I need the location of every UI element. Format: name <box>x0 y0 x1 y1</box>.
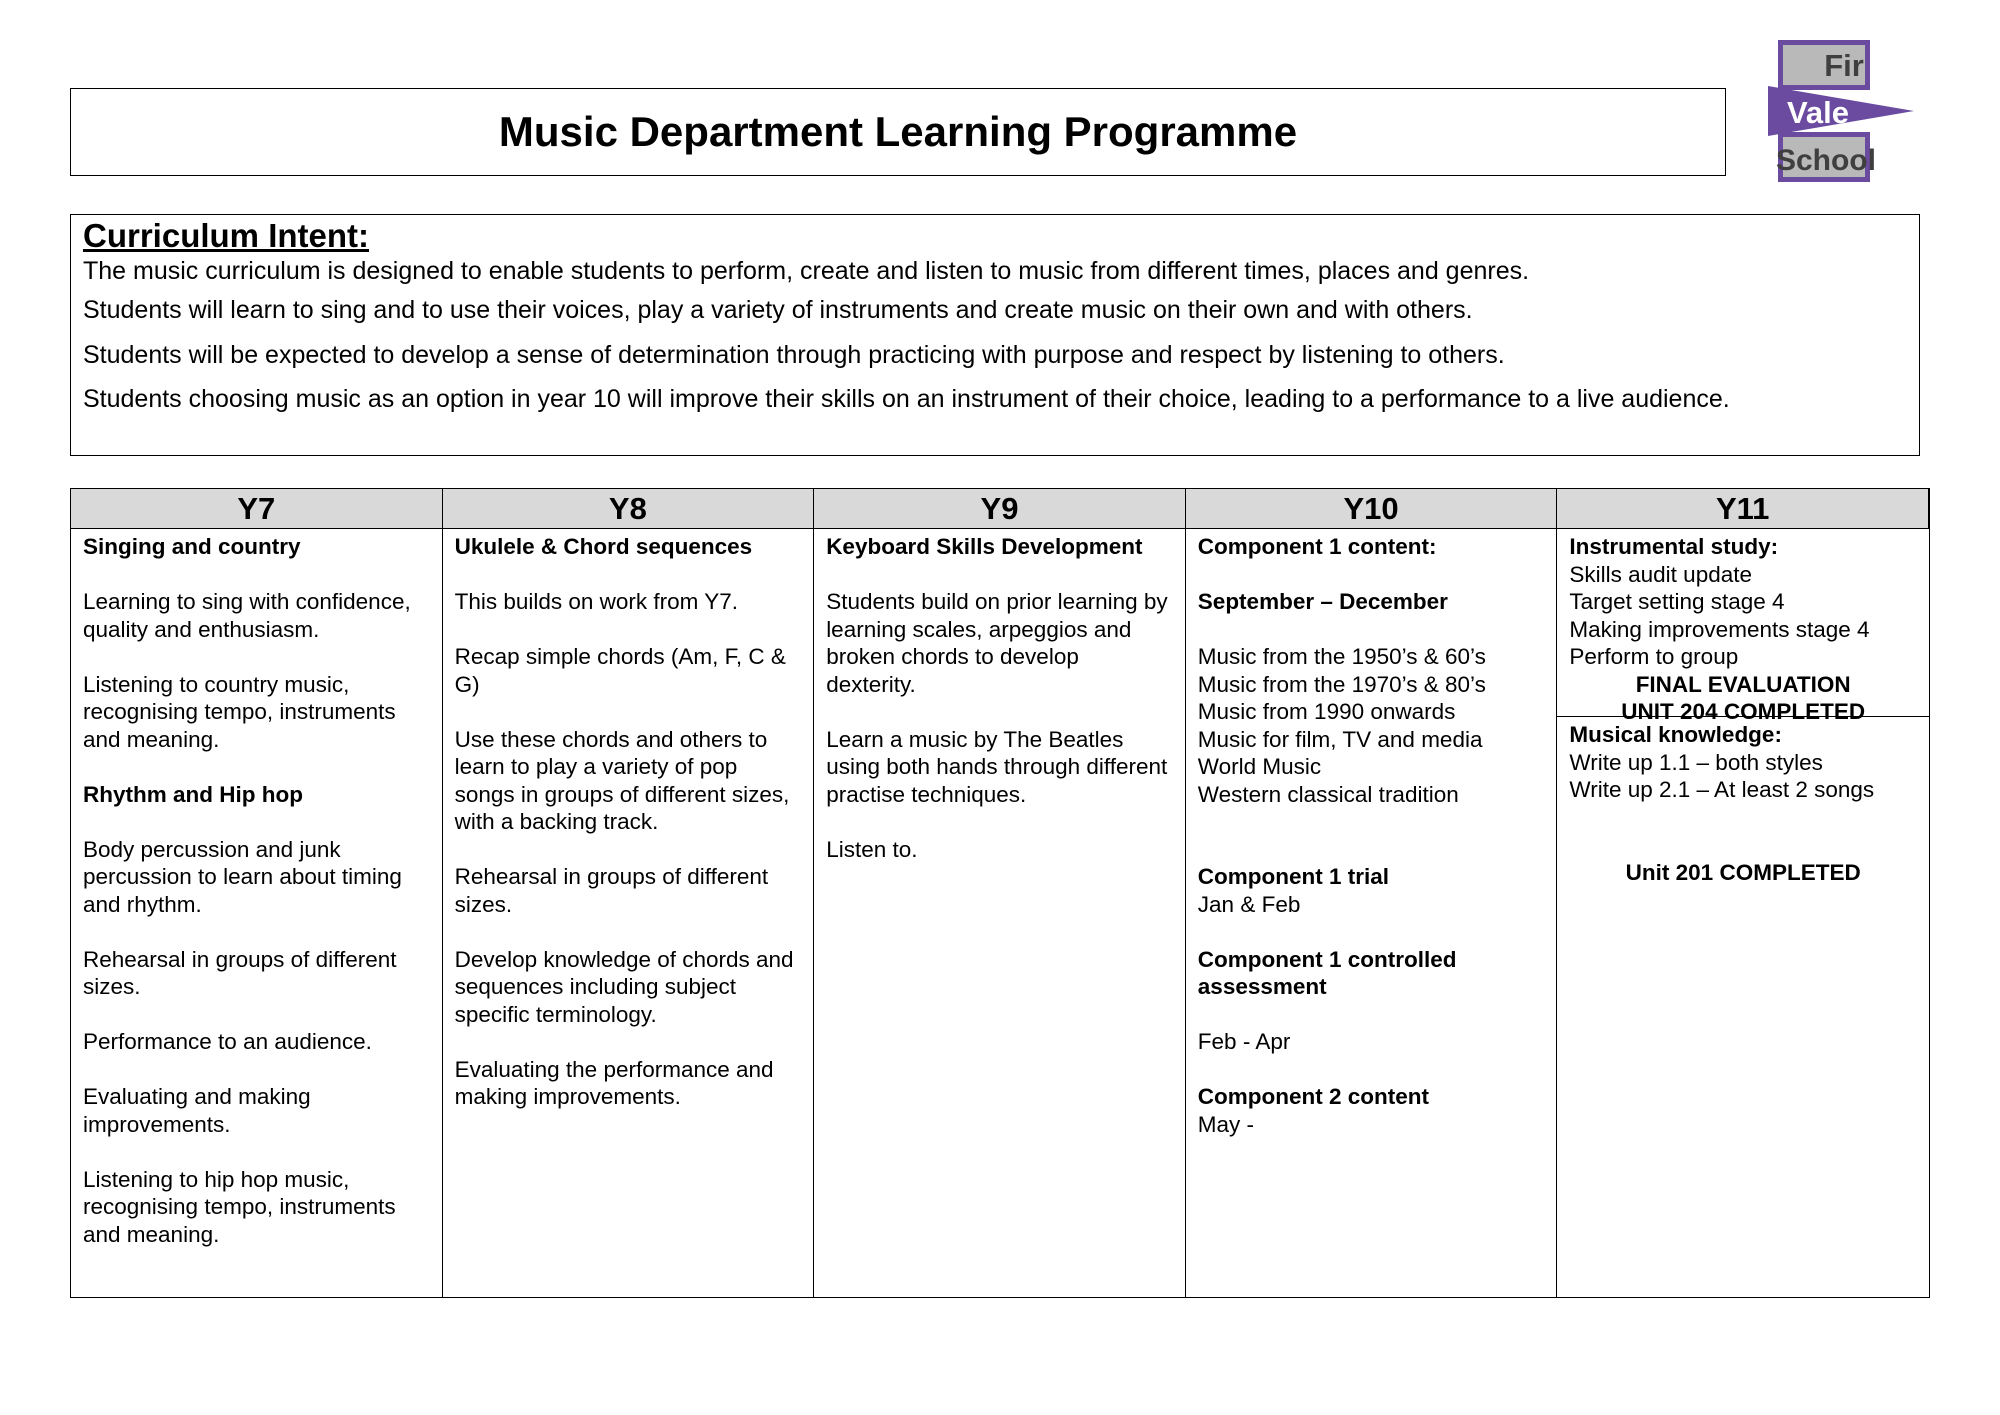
header-y7: Y7 <box>71 489 443 529</box>
y11-musical-knowledge <box>1557 717 1929 886</box>
y8-text: Evaluating the performance and making improvements. <box>454 1056 774 1109</box>
y11-unit201: Unit 201 COMPLETED <box>1625 859 1861 885</box>
y7-text: Listening to country music, recognising tempo, instruments and meaning. <box>83 671 396 752</box>
intent-line: The music curriculum is designed to enable students to perform, create and listen to music from different times, places and genres. <box>83 257 1530 285</box>
column-y8 <box>443 529 815 1297</box>
y11-title-instrumental: Instrumental study: <box>1569 534 1779 559</box>
y11-unit204: UNIT 204 COMPLETED <box>1621 699 1866 724</box>
y11-item: Write up 2.1 – At least 2 songs <box>1569 777 1875 802</box>
y7-title-singing: Singing and country <box>83 534 301 559</box>
y7-text: Evaluating and making improvements. <box>83 1084 311 1137</box>
y10-topic: Music from the 1970’s & 80’s <box>1197 671 1486 697</box>
y10-period: September – December <box>1197 589 1448 614</box>
y10-title: Component 1 content: <box>1197 534 1437 559</box>
logo-text-vale: Vale <box>1786 95 1850 130</box>
y10-topic: World Music <box>1197 754 1322 779</box>
y8-text: Develop knowledge of chords and sequences including subject specific terminology. <box>454 946 794 1027</box>
y10-component2-dates: May - <box>1197 1111 1255 1137</box>
logo-text-fir: Fir <box>1824 48 1864 83</box>
y7-text: Learning to sing with confidence, quality and enthusiasm. <box>83 589 411 642</box>
y10-topic: Music for film, TV and media <box>1197 726 1483 752</box>
y11-spacer <box>1569 804 1917 859</box>
y8-text: This builds on work from Y7. <box>454 589 739 614</box>
y9-title: Keyboard Skills Development <box>826 534 1143 559</box>
intent-line: Students will be expected to develop a sense of determination through practicing with purpose and respect by listening to others. <box>83 340 1505 369</box>
column-y7 <box>71 529 443 1297</box>
y7-text: Body percussion and junk percussion to learn about timing and rhythm. <box>83 836 402 917</box>
y8-text: Use these chords and others to learn to play a variety of pop songs in groups of different sizes, with a backing track. <box>454 726 790 834</box>
header-y9: Y9 <box>814 489 1186 529</box>
intent-line: Students will learn to sing and to use their voices, play a variety of instruments and create music on their own and with others. <box>83 296 1473 324</box>
y11-final-evaluation: FINAL EVALUATION <box>1635 671 1851 697</box>
y10-component2-title: Component 2 content <box>1197 1084 1430 1109</box>
curriculum-intent <box>70 214 1920 456</box>
y10-spacer <box>1198 808 1545 863</box>
fir-vale-school-logo-icon <box>1766 36 1916 186</box>
y11-item: Making improvements stage 4 <box>1569 616 1870 642</box>
y8-text: Rehearsal in groups of different sizes. <box>454 864 769 917</box>
y10-trial-title: Component 1 trial <box>1197 864 1390 889</box>
y9-text: Students build on prior learning by learning scales, arpeggios and broken chords to develop dexterity. <box>826 589 1168 697</box>
y7-text: Rehearsal in groups of different sizes. <box>83 946 397 999</box>
y10-topic: Music from the 1950’s & 60’s <box>1197 644 1486 669</box>
page-title: Music Department Learning Programme <box>498 108 1298 155</box>
y8-text: Recap simple chords (Am, F, C & G) <box>454 644 786 697</box>
y10-topic: Music from 1990 onwards <box>1197 699 1456 724</box>
y7-text: Performance to an audience. <box>83 1029 372 1054</box>
y11-item: Skills audit update <box>1569 561 1753 587</box>
intent-line: Students choosing music as an option in year 10 will improve their skills on an instrument of their choice, leading to a performance to a live audience. <box>83 385 1730 413</box>
y10-topic: Western classical tradition <box>1197 781 1459 807</box>
y11-title-knowledge: Musical knowledge: <box>1569 722 1782 747</box>
y10-trial-dates: Jan & Feb <box>1197 891 1301 917</box>
school-logo <box>1766 36 1916 186</box>
column-y9 <box>814 529 1186 1297</box>
logo-text-school: School <box>1775 144 1877 177</box>
y9-text: Learn a music by The Beatles using both hands through different practise techniques. <box>826 726 1168 807</box>
y10-controlled-title: Component 1 controlled assessment <box>1197 946 1457 999</box>
column-y11 <box>1557 529 1929 1297</box>
header-y11: Y11 <box>1557 489 1929 529</box>
y11-item: Target setting stage 4 <box>1569 589 1785 614</box>
y11-item: Perform to group <box>1569 644 1739 669</box>
y10-controlled-dates: Feb - Apr <box>1197 1029 1291 1054</box>
y11-instrumental-study <box>1557 529 1929 724</box>
y7-text: Listening to hip hop music, recognising tempo, instruments and meaning. <box>83 1166 396 1247</box>
header-y8: Y8 <box>443 489 815 529</box>
y7-title-rhythm: Rhythm and Hip hop <box>83 781 303 807</box>
title-box <box>70 88 1726 176</box>
y11-item: Write up 1.1 – both styles <box>1569 749 1823 775</box>
y8-title: Ukulele & Chord sequences <box>454 534 753 559</box>
header-y10: Y10 <box>1186 489 1558 529</box>
y9-text: Listen to. <box>826 836 918 862</box>
intent-heading: Curriculum Intent: <box>83 217 369 254</box>
year-programme-table <box>70 488 1930 1298</box>
column-y10 <box>1186 529 1558 1297</box>
